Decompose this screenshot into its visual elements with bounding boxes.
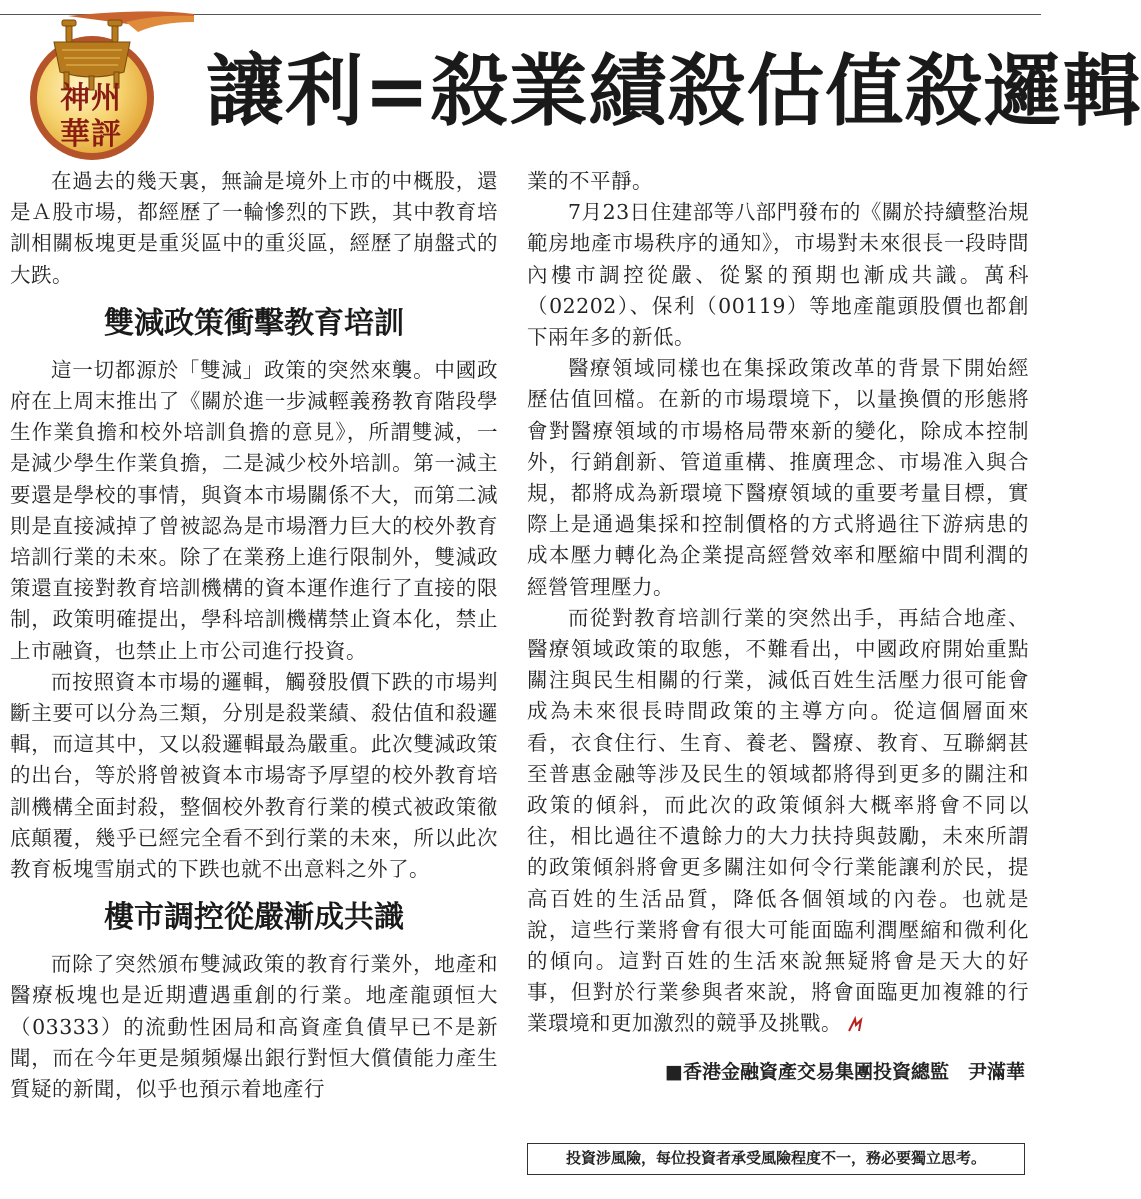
article-headline: 讓利=殺業績殺估值殺邏輯 [206, 46, 1141, 137]
left-column [10, 166, 498, 1105]
badge-label-line2: 華評 [60, 117, 122, 152]
section-heading-education: 雙減政策衝擊教育培訓 [104, 305, 404, 341]
badge-label-line1: 神州 [60, 81, 122, 116]
intro-paragraph: 在過去的幾天裏，無論是境外上市的中概股，還是Ａ股市場，都經歷了一輪慘烈的下跌，其中教育培訓相關板塊更是重災區中的重災區，經歷了崩盤式的大跌。 [10, 169, 498, 287]
paragraph-medical-procurement: 醫療領域同樣也在集採政策改革的背景下開始經歷估值回檔。在新的市場環境下，以量換價的形態將會對醫療領域的市場格局帶來新的變化，除成本控制外，行銷創新、管道重構、推廣理念、市場准入與合規，都將成為新環境下醫療領域的重要考量目標，實際上是通過集採和控制價格的方式將過往下游病患的成本壓力轉化為企業提高經營效率和壓縮中間利潤的經營管理壓力。 [527, 356, 1029, 599]
closing-paragraph-text: 而從對教育培訓行業的突然出手，再結合地產、醫療領域政策的取態，不難看出，中國政府開始重點關注與民生相關的行業，減低百姓生活壓力很可能會成為未來很長時間政策的主導方向。從這個層面來看，衣食住行、生育、養老、醫療、教育、互聯網甚至普惠金融等涉及民生的領域都將得到更多的關注和政策的傾斜，而此次的政策傾斜大概率將會不同以往，相比過往不遺餘力的大力扶持與鼓勵，未來所謂的政策傾斜將會更多關注如何令行業能讓利於民，提高百姓的生活品質，降低各個領域的內卷。也就是說，這些行業將會有很大可能面臨利潤壓縮和微利化的傾向。這對百姓的生活來說無疑將會是天大的好事，但對於行業參與者來說，將會面臨更加複雜的行業環境和更加激烈的競爭及挑戰。 [527, 605, 1029, 1036]
right-column [527, 166, 1029, 1086]
column-badge [8, 10, 196, 160]
paragraph-property-medical: 而除了突然頒布雙減政策的教育行業外，地產和醫療板塊也是近期遭遇重創的行業。地產龍頭恒大（03333）的流動性困局和高資產負債早已不是新聞，而在今年更是頻頻爆出銀行對恒大償債能力產生質疑的新聞，似乎也預示着地產行 [10, 952, 498, 1102]
end-mark-icon [846, 1016, 864, 1034]
paragraph-livelihood-policy [527, 603, 1029, 1040]
paragraph-double-reduction: 這一切都源於「雙減」政策的突然來襲。中國政府在上周末推出了《關於進一步減輕義務教育階段學生作業負擔和校外培訓負擔的意見》，所謂雙減，一是減少學生作業負擔，二是減少校外培訓。第一減主要還是學校的事情，與資本市場關係不大，而第二減則是直接減掉了曾被認為是市場潛力巨大的校外教育培訓行業的未來。除了在業務上進行限制外，雙減政策還直接對教育培訓機構的資本運作進行了直接的限制，政策明確提出，學科培訓機構禁止資本化，禁止上市融資，也禁止上市公司進行投資。 [10, 357, 498, 663]
paragraph-housing-notice: 7月23日住建部等八部門發布的《關於持續整治規範房地產市場秩序的通知》，市場對未來很長一段時間內樓市調控從嚴、從緊的預期也漸成共識。萬科（02202）、保利（00119）等地產龍頭股價也都創下兩年多的新低。 [527, 200, 1029, 350]
continuation-text: 業的不平靜。 [527, 169, 653, 193]
paragraph-market-logic: 而按照資本市場的邏輯，觸發股價下跌的市場判斷主要可以分為三類，分別是殺業績、殺估值和殺邏輯，而這其中，又以殺邏輯最為嚴重。此次雙減政策的出台，等於將曾被資本市場寄予厚望的校外教育培訓機構全面封殺，整個校外教育行業的模式被政策徹底顛覆，幾乎已經完全看不到行業的未來，所以此次教育板塊雪崩式的下跌也就不出意料之外了。 [10, 669, 498, 882]
risk-disclaimer-box: 投資涉風險，每位投資者承受風險程度不一，務必要獨立思考。 [527, 1143, 1025, 1175]
author-byline: ■香港金融資產交易集團投資總監 尹滿華 [665, 1060, 1025, 1083]
section-heading-property: 樓市調控從嚴漸成共識 [104, 900, 404, 936]
